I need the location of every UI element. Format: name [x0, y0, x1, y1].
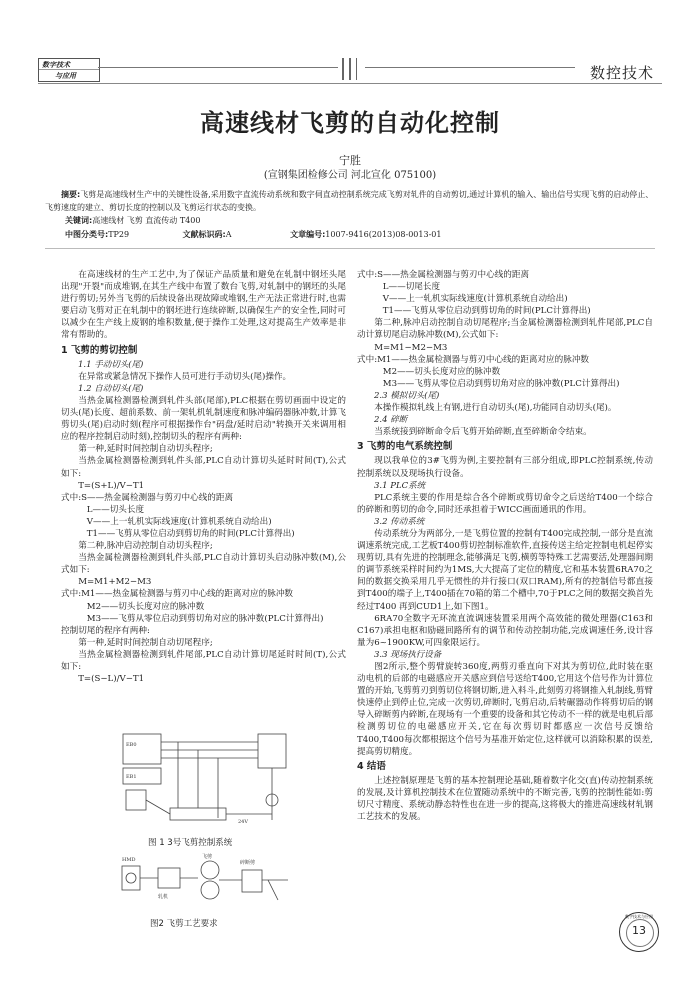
paragraph: 6RA70全数字无环流直流调速装置采用两个高效能的微处理器(C163和C167)承担电枢和励磁回路所有的调节和传动控制功能,完成调速任务,设计容量为6~1900KW,可四象限运行。 — [357, 613, 653, 648]
intro-paragraph: 在高速线材的生产工艺中,为了保证产品质量和避免在轧制中钢坯头尾出现"开裂"而成堆钢,在其生产线中布置了数台飞剪,对轧制中的钢坯的头尾进行剪切;另外当飞剪的后续设备出现故障或堆钢,生产无法正常进行时,也需要启动飞剪对正在轧制中的钢坯进行连续碎断,以确保生产的安全性,同时可以减少在生产线上废钢的堆积数量,便于操作工处理,这对提高生产效率是非常有帮助的。 — [61, 270, 346, 341]
paragraph: 当系统接到碎断命令后飞剪开始碎断,直至碎断命令结束。 — [374, 427, 592, 438]
formula-where: 式中:M1——热金属检测器与剪刃中心线的距离对应的脉冲数 — [357, 354, 590, 365]
figure-2-label-b: 飞剪 — [202, 854, 213, 860]
formula-where: M3——飞剪从零位启动到剪切角对应的脉冲数(PLC计算得出) — [86, 613, 324, 624]
formula-where: M2——切头长度对应的脉冲数 — [86, 601, 205, 612]
figure-1-label-a: EB0 — [126, 742, 137, 748]
section-heading-1: 1 飞剪的剪切控制 — [61, 344, 138, 356]
subsection-1-2: 1.2 自动切头(尾) — [78, 383, 144, 394]
header-divider-bars — [340, 58, 362, 80]
formula-where: 式中:S——热金属检测器与剪刃中心线的距离 — [357, 270, 530, 280]
article-title: 高速线材飞剪的自动化控制 — [200, 109, 500, 137]
page-number-badge — [619, 912, 659, 952]
subsection-2-3: 2.3 模拟切头(尾) — [374, 390, 440, 401]
clc-value: TP29 — [108, 230, 130, 239]
doc-code-label: 文献标识码: — [182, 230, 226, 239]
classification-row — [65, 229, 565, 240]
figure-2-label-d: 轧机 — [158, 894, 169, 900]
paragraph: 当热金属检测器检测到轧件尾部,PLC自动计算切尾延时时间(T),公式如下: — [61, 649, 346, 672]
journal-logo-line1: 数字技术 — [42, 61, 70, 69]
formula: M=M1+M2−M3 — [78, 577, 152, 588]
abstract — [45, 188, 655, 214]
formula-where: L——切尾长度 — [382, 282, 441, 293]
header-rule — [98, 67, 338, 68]
figure-1-label-b: EB1 — [126, 774, 137, 780]
figure-2 — [118, 852, 298, 912]
figure-1-label-c: 24V — [238, 819, 248, 825]
page-number: 13 — [632, 924, 646, 937]
paragraph: 传动系统分为两部分,一是飞剪位置的控制有T400完成控制,一部分是直流调速系统完成,工艺板T400剪切控制标准软件,直接传送主给定控制电机起停实现剪切,具有先进的控制理念,能够满足飞剪,横剪等特殊工艺需要活,处理器间期的调节系统采样时间约为1MS,大大提高了定位的精度,它和基本装置6RA70之间的数据交换采用几乎无惯性的并行接口(双口RAM),所有的控制信号都直接到T400的端子上,T400插在70箱的第二个槽中,70于PLC之间的数据交换首先经过T400 再到CUD1上,如下图1。 — [357, 528, 653, 612]
keywords-label: 关键词: — [65, 216, 93, 225]
formula: T=(S+L)/V−T1 — [78, 480, 145, 491]
abstract-separator — [45, 248, 655, 249]
paragraph: 当热金属检测器检测到轧件头部,PLC自动计算切头启动脉冲数(M),公式如下: — [61, 553, 346, 576]
formula-where: T1——飞剪从零位启动到剪切角的时间(PLC计算得出) — [382, 306, 591, 317]
figure-1 — [118, 728, 298, 828]
formula: T=(S−L)/V−T1 — [78, 674, 145, 685]
keywords-text: 高速线材 飞剪 直流传动 T400 — [92, 216, 201, 225]
paragraph: 第一种,延时时间控制自动切头程序; — [78, 444, 213, 455]
left-column — [61, 269, 346, 685]
formula-where: M2——切头长度对应的脉冲数 — [382, 366, 501, 377]
formula-where: 式中:S——热金属检测器与剪刃中心线的距离 — [61, 492, 234, 503]
clc-label: 中图分类号: — [65, 230, 109, 239]
subsection-1-1: 1.1 手动切头(尾) — [78, 359, 144, 370]
figure-2-label-a: HMD — [122, 857, 136, 863]
formula-where: T1——飞剪从零位启动到剪切角的时间(PLC计算得出) — [86, 528, 295, 539]
section-heading-4: 4 结语 — [357, 760, 386, 772]
formula-where: M3——飞剪从零位启动到剪切角对应的脉冲数(PLC计算得出) — [382, 378, 620, 389]
paragraph: 当热金属检测器检测到轧件头部(尾部),PLC根据在剪切画面中设定的切头(尾)长度、超前系数、前一架轧机轧制速度和脉冲编码器脉冲数,计算飞剪切头(尾)启动时刻(程序可根据操作台"码盘/延时启动"转换开关来调用相应的程序控制启动时刻),控制切头的程序有两种: — [61, 395, 346, 443]
subsection-3-3: 3.3 现场执行设备 — [374, 649, 442, 660]
section-heading-3: 3 飞剪的电气系统控制 — [357, 441, 453, 453]
paragraph: 第二种,脉冲启动控制自动切尾程序;当金属检测器检测到轧件尾部,PLC自动计算切尾启动脉冲数(M),公式如下: — [357, 318, 653, 341]
article-no-label: 文章编号: — [290, 230, 326, 239]
section-name: 数控技术 — [589, 64, 654, 82]
journal-logo-line2: 与应用 — [55, 72, 76, 80]
paragraph: 在异常或紧急情况下操作人员可进行手动切头(尾)操作。 — [78, 371, 292, 382]
right-column — [357, 269, 653, 823]
paragraph: 当热金属检测器检测到轧件头部,PLC自动计算切头延时时间(T),公式如下: — [61, 456, 346, 479]
keywords — [65, 215, 200, 226]
formula-where: 式中:M1——热金属检测器与剪刃中心线的距离对应的脉冲数 — [61, 589, 294, 600]
abstract-text: 飞剪是高速线材生产中的关键性设备,采用数字直流传动系统和数字伺直动控制系统完成飞剪对轧件的自动剪切,通过计算机的输入、输出信号实现飞剪的启动停止、飞剪速度的建立、剪切长度的控制以及飞剪运行状态的变换。 — [45, 190, 654, 212]
paragraph: 上述控制原理是飞剪的基本控制理论基础,随着数字化交(直)传动控制系统的发展,及计算机控制技术在位置随动系统中的不断完善,飞剪的控制性能如:剪切尺寸精度、系统动静态特性也在进一步的提高,这将极大的推进高速线材轧钢工艺技术的发展。 — [357, 775, 653, 823]
formula: M=M1−M2−M3 — [374, 342, 448, 353]
figure-1-caption: 图 1 3号飞剪控制系统 — [148, 838, 233, 848]
paragraph: 第一种,延时时间控制自动切尾程序; — [78, 637, 213, 648]
figure-2-diagram — [118, 852, 298, 912]
page-badge-ring-text: 数字技术与应用 — [625, 914, 653, 919]
abstract-label: 摘要: — [61, 190, 81, 199]
formula-where: L——切头长度 — [86, 504, 145, 515]
author-affiliation: (宣钢集团检修公司 河北宣化 075100) — [263, 170, 437, 181]
formula-where: V——上一轧机实际线速度(计算机系统自动给出) — [382, 294, 568, 305]
paragraph: 图2所示,整个剪臂旋转360度,两剪刃垂直向下对其为剪切位,此时装在驱动电机的后部的电磁感应开关感应到信号送给T400,它用这个信号作为计算位置的开始,飞剪剪刃到剪切位将钢切断,进入料斗,此刻剪刃将钢推入轧制线,剪臂快速停止到停止位,完成一次剪切,碎断时,飞剪启动,后转碾器动作将剪切后的钢导入碎断剪内碎断,在现场有一个重要的设备和其它传动不一样的就是电机后部检测剪切位的电磁感应开关,它在每次剪切时都感应一次信号反馈给T400,T400每次都根据这个信号为基准开始定位,这样就可以消除积累的误差,提高剪切精度。 — [357, 662, 653, 757]
figure-2-caption: 图2 飞剪工艺要求 — [150, 919, 218, 929]
formula-where: V——上一轧机实际线速度(计算机系统自动给出) — [86, 516, 272, 527]
header-bottom-rule — [38, 83, 662, 84]
subsection-3-1: 3.1 PLC系统 — [374, 480, 426, 491]
subsection-2-4: 2.4 碎断 — [374, 415, 408, 426]
figure-2-label-c: 碎断剪 — [240, 860, 256, 866]
paragraph: 现以我单位的3#飞剪为例,主要控制有三部分组成,即PLC控制系统,传动控制系统以及现场执行设备。 — [357, 456, 653, 479]
article-author: 宁胜 — [339, 154, 361, 167]
paragraph: PLC系统主要的作用是综合各个碎断或剪切命令之后送给T400一个综合的碎断和剪切的命令,同时还承担着于WICC画面通讯的作用。 — [357, 492, 653, 515]
paragraph: 第二种,脉冲启动控制自动切头程序; — [78, 541, 213, 552]
figure-1-diagram — [118, 728, 298, 828]
header-rule-right — [365, 67, 575, 68]
subsection-3-2: 3.2 传动系统 — [374, 516, 425, 527]
paragraph: 本操作模拟轧线上有钢,进行自动切头(尾),功能同自动切头(尾)。 — [374, 403, 617, 414]
paragraph: 控制切尾的程序有两种: — [61, 625, 150, 636]
journal-logo — [38, 58, 100, 82]
article-no-value: 1007-9416(2013)08-0013-01 — [325, 230, 442, 239]
doc-code-value: A — [225, 230, 232, 239]
